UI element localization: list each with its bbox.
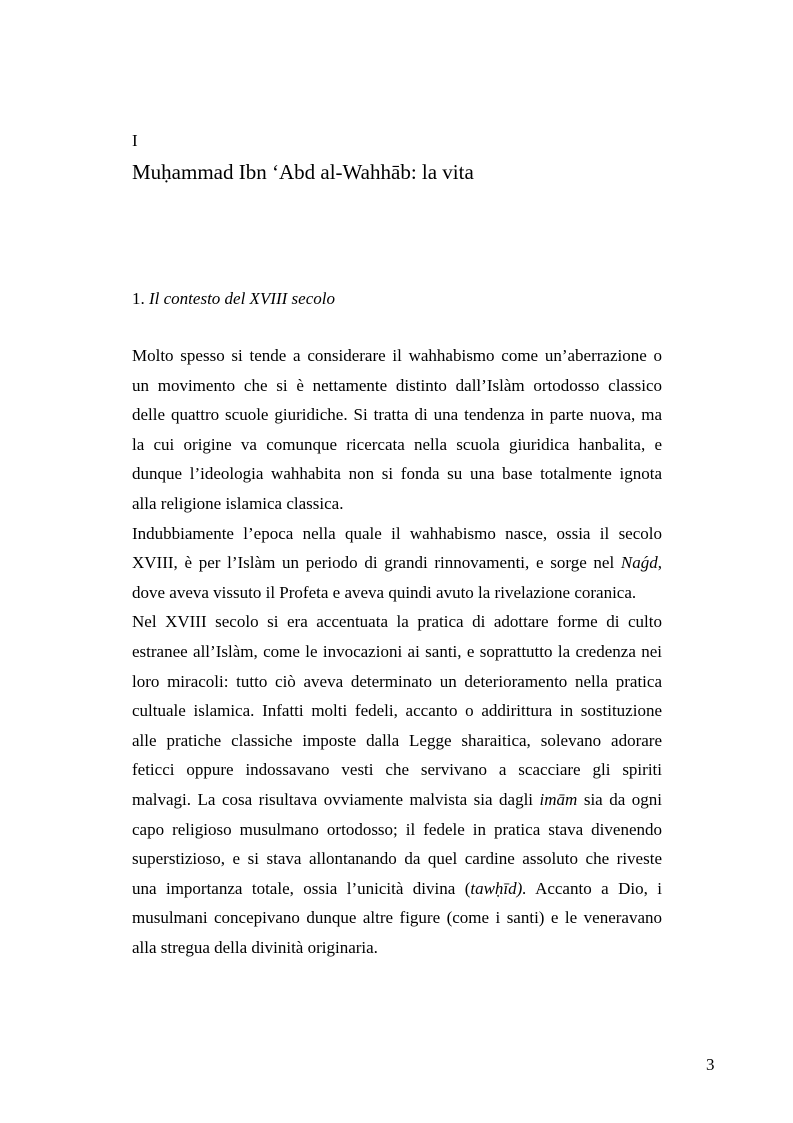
chapter-title: Muḥammad Ibn ‘Abd al-Wahhāb: la vita [132, 160, 474, 184]
text-line: cultuale islamica. Infatti molti fedeli, accanto o addirittura in sostituzione [132, 701, 662, 721]
text-line: Nel XVIII secolo si era accentuata la pratica di adottare forme di culto [132, 612, 662, 632]
chapter-number: I [132, 131, 138, 150]
text-segment: XVIII, è per l’Islàm un periodo di grandi rinnovamenti, e sorge nel [132, 553, 621, 573]
text-line [132, 874, 662, 904]
text-line: alle pratiche classiche imposte dalla Legge sharaitica, solevano adorare [132, 730, 662, 750]
page-number: 3 [706, 1055, 715, 1074]
text-line [132, 548, 662, 578]
text-line: un movimento che si è nettamente distinto dall’Islàm ortodosso classico [132, 375, 662, 395]
text-line [132, 785, 662, 815]
italic-term: Naǵd [620, 553, 658, 573]
text-line: Indubbiamente l’epoca nella quale il wahhabismo nasce, ossia il secolo [132, 523, 662, 543]
text-line: feticci oppure indossavano vesti che servivano a scacciare gli spiriti [132, 760, 662, 780]
text-line: musulmani concepivano dunque altre figure (come i santi) e le veneravano [132, 908, 662, 928]
text-line: Molto spesso si tende a considerare il wahhabismo come un’aberrazione o [132, 346, 662, 365]
text-line: loro miracoli: tutto ciò aveva determinato un deterioramento nella pratica [132, 671, 662, 691]
text-line: estranee all’Islàm, come le invocazioni ai santi, e soprattutto la credenza nei [132, 641, 662, 661]
text-line: la cui origine va comunque ricercata nella scuola giuridica hanbalita, e [132, 434, 662, 454]
italic-term: imām [539, 789, 578, 809]
text-segment: , [657, 553, 662, 573]
section-heading [132, 288, 335, 310]
text-line: alla religione islamica classica. [132, 493, 344, 513]
paragraph-2 [132, 519, 662, 608]
text-segment: sia da ogni [577, 789, 663, 809]
text-line: dunque l’ideologia wahhabita non si fonda su una base totalmente ignota [132, 464, 662, 484]
text-line: dove aveva vissuto il Profeta e aveva quindi avuto la rivelazione coranica. [132, 582, 637, 602]
text-line: delle quattro scuole giuridiche. Si tratta di una tendenza in parte nuova, ma [132, 405, 662, 425]
paragraph-1 [132, 341, 662, 519]
text-line: capo religioso musulmano ortodosso; il fedele in pratica stava divenendo [132, 819, 662, 839]
body-text [132, 341, 662, 962]
text-line: superstizioso, e si stava allontanando da quel cardine assoluto che riveste [132, 849, 662, 869]
section-title: Il contesto del XVIII secolo [149, 289, 335, 308]
text-segment: una importanza totale, ossia l’unicità divina ( [132, 878, 471, 898]
paragraph-3 [132, 607, 662, 962]
italic-term: tawḥīd). [470, 878, 527, 898]
text-line: alla stregua della divinità originaria. [132, 937, 378, 957]
text-segment: malvagi. La cosa risultava ovviamente malvista sia dagli [132, 789, 540, 809]
section-number: 1. [132, 289, 149, 308]
text-segment: Accanto a Dio, i [526, 878, 662, 898]
